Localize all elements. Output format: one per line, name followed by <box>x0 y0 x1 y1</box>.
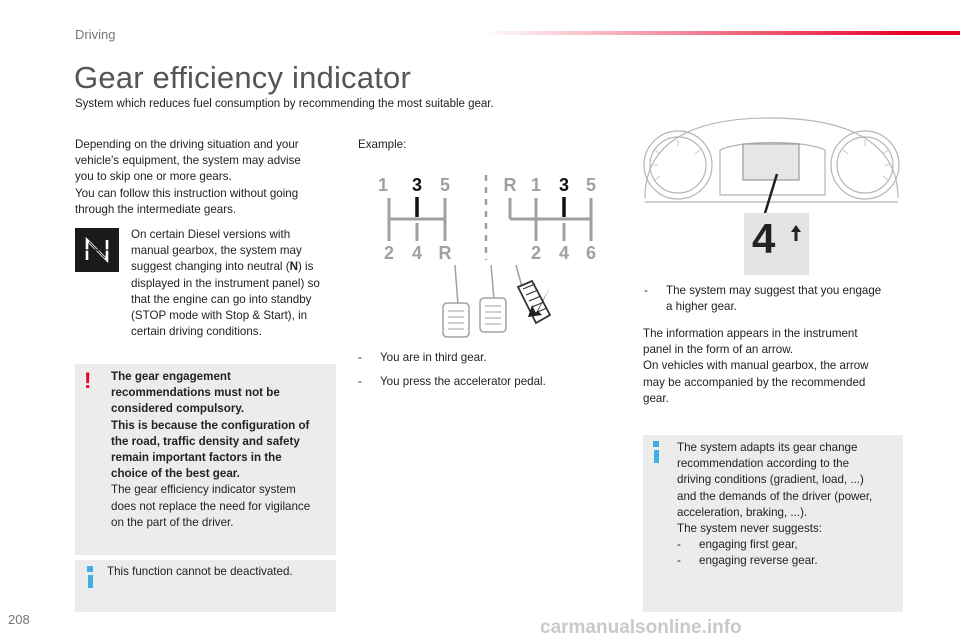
example-label: Example: <box>358 138 407 151</box>
neutral-paragraph <box>131 227 336 340</box>
info-box-line: driving conditions (gradient, load, ...) <box>677 473 864 487</box>
warning-bold-line: considered compulsory. <box>111 402 245 416</box>
gear-label: 1 <box>377 175 389 195</box>
info-box-line: acceleration, braking, ...). <box>677 505 808 519</box>
warning-line: The gear efficiency indicator system <box>111 483 296 497</box>
info-line: gear. <box>643 391 669 405</box>
bullet-dash: - <box>644 284 648 297</box>
info-line: panel in the form of an arrow. <box>643 343 794 357</box>
info-box-line: The system adapts its gear change <box>677 441 858 454</box>
bullet-item <box>358 374 618 392</box>
bullet-item <box>644 283 914 319</box>
gear-diagrams <box>360 165 610 345</box>
gear-label: 2 <box>383 243 395 263</box>
bullet-text: You press the accelerator pedal. <box>380 375 546 388</box>
warning-line: does not replace the need for vigilance <box>111 499 311 513</box>
neutral-line: that the engine can go into standby <box>131 292 312 306</box>
gear-label-active: 3 <box>411 175 423 195</box>
warning-bold-line: choice of the best gear. <box>111 467 240 481</box>
gear-label: R <box>438 243 452 263</box>
bullet-dash: - <box>677 538 681 551</box>
warning-bold-line: The gear engagement <box>111 370 231 383</box>
upshift-arrow-icon <box>789 223 803 243</box>
intro-line: through the intermediate gears. <box>75 202 237 216</box>
info-box-text <box>677 440 899 537</box>
gear-display-value: 4 <box>752 215 776 262</box>
warning-bold-line: remain important factors in the <box>111 451 282 465</box>
info-box-line: The system never suggests: <box>677 522 822 536</box>
info-note-text: This function cannot be deactivated. <box>107 565 293 578</box>
neutral-line: (STOP mode with Stop & Start), in <box>131 309 308 323</box>
gear-label: R <box>503 175 517 195</box>
bullet-line: The system may suggest that you engage <box>666 284 882 297</box>
bullet-dash: - <box>677 554 681 567</box>
neutral-line: manual gearbox, the system may <box>131 244 302 258</box>
warning-bold-line: recommendations must not be <box>111 386 280 400</box>
header-accent-bar <box>480 31 960 35</box>
gear-gate-right <box>504 175 597 263</box>
section-label: Driving <box>75 27 116 42</box>
neutral-line: displayed in the instrument panel) so <box>131 276 320 290</box>
list-item <box>677 553 897 571</box>
gear-label: 6 <box>585 243 597 263</box>
gear-label: 5 <box>439 175 451 195</box>
gear-display <box>744 213 809 275</box>
warning-bold-line: This is because the configuration of <box>111 418 310 432</box>
bullet-item <box>358 350 618 368</box>
neutral-indicator-icon <box>75 228 119 272</box>
gear-label: 4 <box>558 243 570 263</box>
exclamation-icon: ! <box>84 368 92 393</box>
bullet-text <box>666 283 881 315</box>
watermark: carmanualsonline.info <box>540 617 742 638</box>
intro-line: You can follow this instruction without going <box>75 186 299 200</box>
info-line: may be accompanied by the recommended <box>643 375 866 389</box>
bullet-dash: - <box>358 375 362 388</box>
neutral-after-bold: ) is <box>297 260 314 274</box>
neutral-line: suggest changing into neutral ( <box>131 260 290 274</box>
intro-line: you to skip one or more gears. <box>75 170 232 184</box>
bullet-text: You are in third gear. <box>380 351 487 364</box>
gear-label: 5 <box>585 175 597 195</box>
info-line: On vehicles with manual gearbox, the arrow <box>643 359 869 373</box>
gear-gate-left <box>378 175 452 263</box>
warning-bold-line: the road, traffic density and safety <box>111 434 300 448</box>
info-box-line: recommendation according to the <box>677 457 850 471</box>
instrument-info-paragraph <box>643 326 908 407</box>
info-box-line: and the demands of the driver (power, <box>677 489 873 503</box>
gear-label-active: 3 <box>558 175 570 195</box>
page-title: Gear efficiency indicator <box>74 60 411 95</box>
neutral-bold: N <box>289 260 298 274</box>
info-line: The information appears in the instrument <box>643 327 858 340</box>
page-subtitle: System which reduces fuel consumption by recommending the most suitable gear. <box>75 98 494 110</box>
warning-text <box>111 369 333 531</box>
bullet-line: a higher gear. <box>666 300 737 314</box>
intro-paragraph <box>75 137 330 218</box>
bullet-text: engaging first gear, <box>699 538 798 551</box>
intro-line: vehicle's equipment, the system may advise <box>75 154 301 168</box>
gear-label: 2 <box>530 243 542 263</box>
bullet-text: engaging reverse gear. <box>699 554 818 567</box>
gear-label: 1 <box>530 175 542 195</box>
neutral-line: On certain Diesel versions with <box>131 228 291 241</box>
gear-label: 4 <box>411 243 423 263</box>
warning-line: on the part of the driver. <box>111 515 234 529</box>
pedals-illustration <box>443 265 550 337</box>
neutral-line: certain driving conditions. <box>131 325 262 339</box>
page-number: 208 <box>8 612 30 627</box>
intro-line: Depending on the driving situation and your <box>75 138 299 151</box>
bullet-dash: - <box>358 351 362 364</box>
